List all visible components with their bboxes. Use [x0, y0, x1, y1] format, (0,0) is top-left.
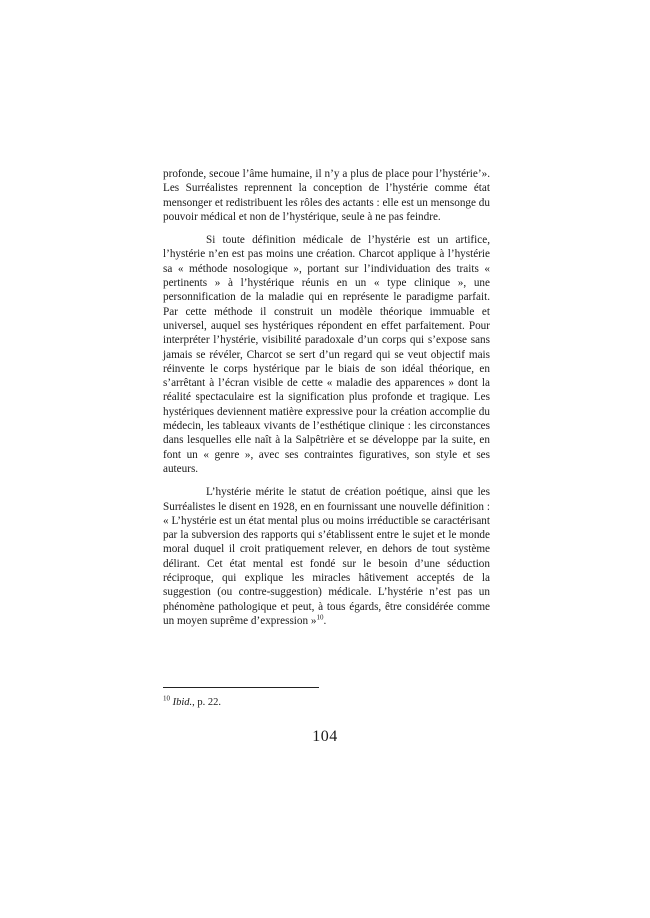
body-text [163, 167, 490, 637]
paragraph-1: profonde, secoue l’âme humaine, il n’y a plus de place pour l’hystérie’». Les Surréalistes reprennent la conception de l’hystérie comme état mensonger et redistribuent les rôles des actants : elle est un mensonge du pouvoir médical et non de l’hystérique, seule à ne pas feindre. [163, 168, 490, 223]
paragraph-3 [163, 485, 490, 628]
footnote-divider [163, 687, 319, 688]
paragraph-3-tail: . [323, 614, 327, 627]
page-number: 104 [312, 728, 338, 745]
footnote-number: 10 [163, 694, 170, 703]
footnote [163, 696, 221, 709]
paragraph-2: Si toute définition médicale de l’hystérie est un artifice, l’hystérie n’en est pas moins une création. Charcot applique à l’hystérie sa « méthode nosologique », portant sur l’individuation des traits « pertinents » à l’hystérique réunis en un « type clinique », une personnification de la maladie qui en représente le paradigme parfait. Par cette méthode il construit un modèle théorique immuable et universel, auquel ses hystériques répondent en effet parfaitement. Pour interpréter l’hystérie, visibilité paradoxale d’un corps qui s’expose sans jamais se révéler, Charcot se sert d’un regard qui se veut objectif mais réinvente le corps hystérique par le biais de son idéal théorique, en s’arrêtant à l’écran visible de cette « maladie des apparences » dont la réalité spectaculaire est la signification plus profonde et tragique. Les hystériques deviennent matière expressive pour la création accomplie du médecin, les tableaux vivants de l’esthétique clinique : les circonstances dans lesquelles elle naît à la Salpêtrière et se développe par la suite, en font un « genre », avec ses contraintes figuratives, son style et ses auteurs. [163, 234, 490, 475]
footnote-reference: 10 [316, 613, 324, 622]
footnote-source: Ibid. [172, 697, 193, 708]
footnote-rest: , p. 22. [192, 697, 222, 708]
paragraph-3-text: L’hystérie mérite le statut de création poétique, ainsi que les Surréalistes le disent en 1928, en en fournissant une nouvelle définition : « L’hystérie est un état mental plus ou moins irréductible se caractérisant par la subversion des rapports qui s’établissent entre le sujet et le monde moral duquel il croit pratiquement relever, en dehors de tout système délirant. Cet état mental est fondé sur le besoin d’une séduction réciproque, qui explique les miracles hâtivement acceptés de la suggestion (ou contre-suggestion) médicale. L’hystérie n’est pas un phénomène pathologique et peut, à tous égards, être considérée comme un moyen suprême d’expression » [163, 486, 490, 627]
